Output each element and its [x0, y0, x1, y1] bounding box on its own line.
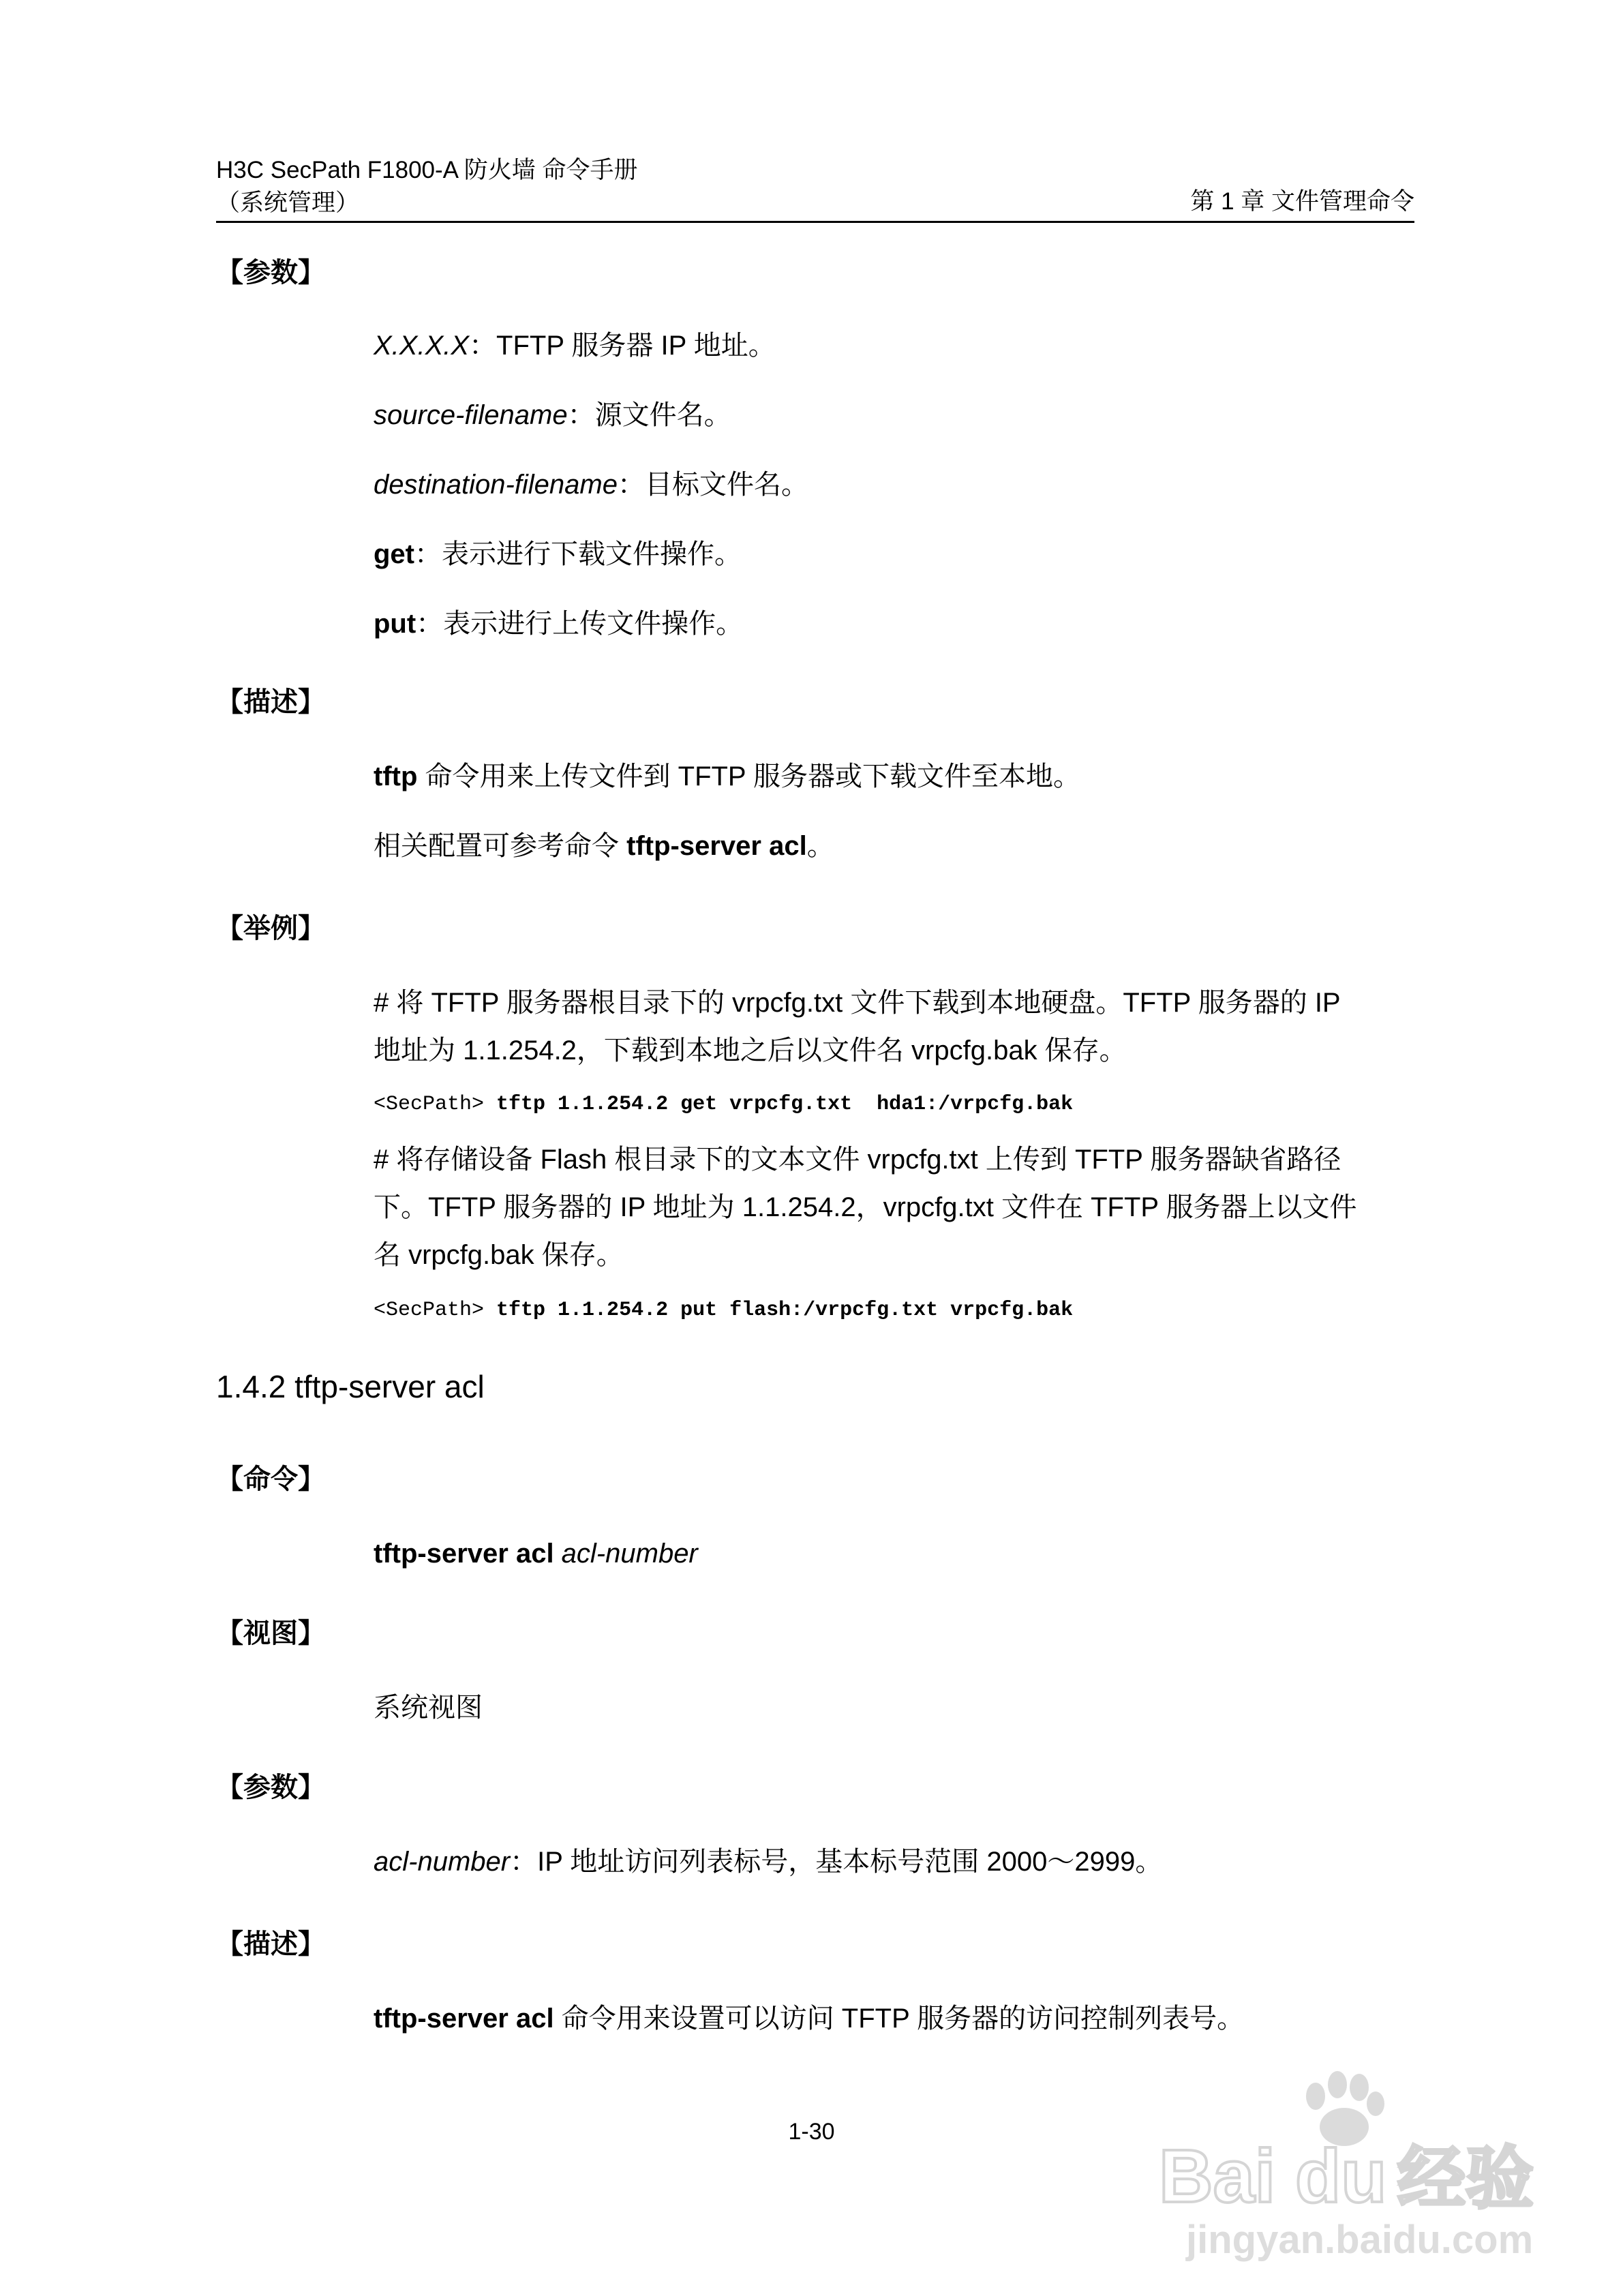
command-argument: acl-number	[553, 1539, 698, 1569]
related-config-tail: 。	[806, 831, 834, 861]
example-heading: 【举例】	[216, 913, 325, 943]
desc-text: 命令用来设置可以访问 TFTP 服务器的访问控制列表号。	[553, 2004, 1245, 2034]
param-item	[374, 600, 1414, 648]
svg-text:du: du	[1295, 2134, 1387, 2218]
manual-title: H3C SecPath F1800-A 防火墙 命令手册	[216, 157, 638, 183]
param-item	[374, 322, 1414, 369]
view-text: 系统视图	[374, 1693, 483, 1723]
example-2-text	[374, 1136, 1414, 1279]
svg-text:Bai: Bai	[1159, 2134, 1276, 2218]
cli-prompt: <SecPath>	[374, 1299, 485, 1322]
param-desc: ：IP 地址访问列表标号，基本标号范围 2000～2999。	[510, 1847, 1163, 1877]
page-number: 1-30	[788, 2119, 835, 2145]
svg-text:jingyan.baidu.com: jingyan.baidu.com	[1186, 2218, 1534, 2262]
desc-heading: 【描述】	[216, 1929, 325, 1959]
desc-text: 命令用来上传文件到 TFTP 服务器或下载文件至本地。	[417, 761, 1081, 791]
baidu-jingyan-watermark	[1159, 2059, 1541, 2263]
cli-command: tftp 1.1.254.2 get vrpcfg.txt hda1:/vrpcfg.bak	[484, 1093, 1074, 1116]
related-command: tftp-server acl	[626, 831, 807, 861]
desc-paragraph	[374, 753, 1414, 800]
example-1-code	[374, 1091, 1073, 1118]
related-config	[374, 822, 1414, 870]
param-item	[374, 461, 1414, 509]
param-item	[374, 391, 1414, 439]
param-desc: ：TFTP 服务器 IP 地址。	[469, 331, 776, 361]
param-term: get	[374, 539, 414, 569]
param-term: X.X.X.X	[374, 331, 470, 361]
params-heading: 【参数】	[216, 1772, 325, 1802]
param-term: source-filename	[374, 400, 568, 430]
chapter-title: 第 1 章 文件管理命令	[1190, 188, 1414, 215]
param-desc: ：目标文件名。	[618, 470, 808, 500]
param-desc: ：表示进行上传文件操作。	[416, 609, 744, 639]
related-config-text: 相关配置可参考命令	[374, 831, 627, 861]
param-item	[374, 530, 1414, 578]
example-line: # 将 TFTP 服务器根目录下的 vrpcfg.txt 文件下载到本地硬盘。TFTP 服务器的 IP	[374, 988, 1341, 1018]
params-heading: 【参数】	[216, 258, 325, 288]
param-desc: ：表示进行下载文件操作。	[414, 539, 742, 569]
paw-logo-icon	[1159, 2059, 1541, 2263]
view-heading: 【视图】	[216, 1618, 325, 1648]
example-line: 名 vrpcfg.bak 保存。	[374, 1240, 624, 1270]
example-2-code	[374, 1297, 1073, 1324]
param-item	[374, 1838, 1414, 1886]
param-term: destination-filename	[374, 470, 618, 500]
svg-text:经验: 经验	[1397, 2139, 1534, 2218]
cli-command: tftp 1.1.254.2 put flash:/vrpcfg.txt vrpcfg.bak	[484, 1299, 1074, 1322]
command-keyword: tftp-server acl	[374, 1539, 554, 1569]
command-heading: 【命令】	[216, 1464, 325, 1494]
section-title: 1.4.2 tftp-server acl	[216, 1369, 485, 1404]
document-header	[216, 154, 638, 220]
example-line: 下。TFTP 服务器的 IP 地址为 1.1.254.2，vrpcfg.txt 文件在 TFTP 服务器上以文件	[374, 1192, 1357, 1222]
param-desc: ：源文件名。	[567, 400, 731, 430]
param-term: acl-number	[374, 1847, 511, 1877]
command-name: tftp	[374, 761, 418, 791]
example-line: 地址为 1.1.254.2，下载到本地之后以文件名 vrpcfg.bak 保存。	[374, 1036, 1127, 1066]
cli-prompt: <SecPath>	[374, 1093, 485, 1116]
example-1-text	[374, 979, 1414, 1074]
manual-subtitle: （系统管理）	[216, 190, 360, 216]
command-syntax	[374, 1530, 1414, 1577]
desc-heading: 【描述】	[216, 687, 325, 717]
example-line: # 将存储设备 Flash 根目录下的文本文件 vrpcfg.txt 上传到 TFTP 服务器缺省路径	[374, 1145, 1341, 1175]
desc-paragraph	[374, 1995, 1414, 2042]
param-term: put	[374, 609, 416, 639]
command-name: tftp-server acl	[374, 2004, 554, 2034]
header-divider	[216, 221, 1414, 223]
